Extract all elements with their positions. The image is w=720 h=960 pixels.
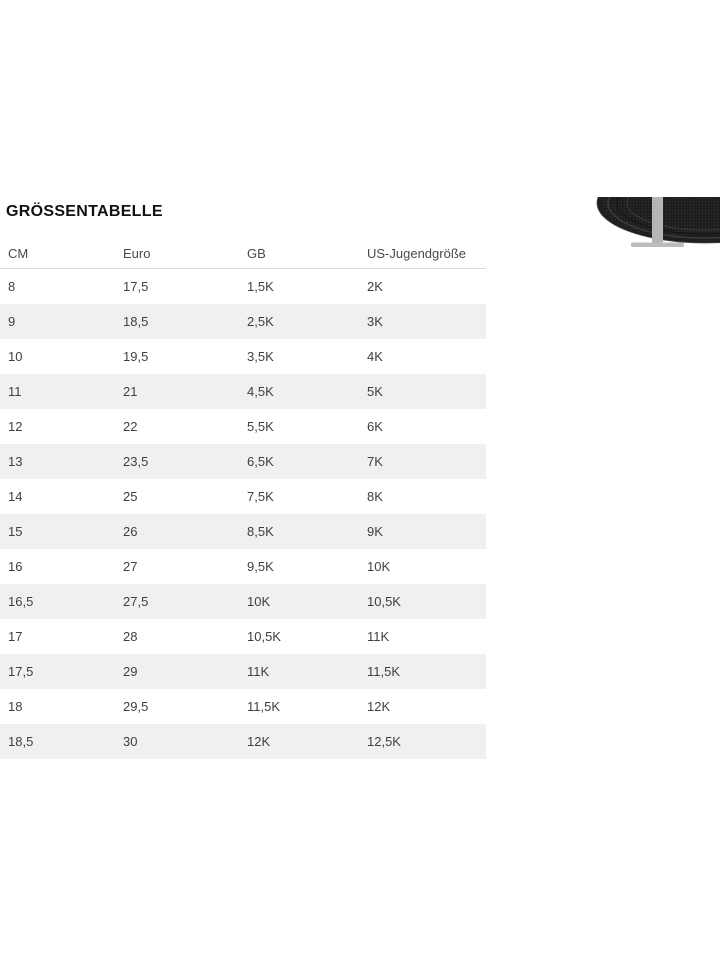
table-cell: 28: [123, 629, 138, 644]
table-cell: 26: [123, 524, 138, 539]
table-cell: 12K: [367, 699, 391, 714]
table-cell: 10,5K: [367, 594, 401, 609]
table-cell: 9K: [367, 524, 383, 539]
table-cell: 16: [8, 559, 23, 574]
table-cell: 11K: [367, 629, 390, 644]
page-title: GRÖSSENTABELLE: [6, 203, 163, 220]
table-cell: 27,5: [123, 594, 149, 609]
table-cell: 23,5: [123, 454, 149, 469]
table-cell: 8K: [367, 489, 383, 504]
table-row: [0, 339, 486, 374]
column-header: GB: [239, 238, 359, 269]
table-cell: 2K: [367, 279, 383, 294]
table-cell: 22: [123, 419, 138, 434]
table-cell: 8: [8, 279, 16, 294]
table-cell: 17,5: [8, 664, 34, 679]
table-cell: 11K: [247, 664, 270, 679]
table-cell: 19,5: [123, 349, 149, 364]
table-cell: 9: [8, 314, 16, 329]
table-row: [0, 514, 486, 549]
table-cell: 13: [8, 454, 23, 469]
table-cell: 1,5K: [247, 279, 274, 294]
table-row: [0, 479, 486, 514]
table-cell: 9,5K: [247, 559, 274, 574]
stand-pole: [652, 197, 663, 247]
table-cell: 18,5: [123, 314, 149, 329]
table-cell: 25: [123, 489, 138, 504]
table-row: [0, 619, 486, 654]
table-row: [0, 549, 486, 584]
table-cell: 12: [8, 419, 23, 434]
table-row: [0, 374, 486, 409]
table-row: [0, 724, 486, 759]
table-cell: 15: [8, 524, 23, 539]
table-cell: 11,5K: [367, 664, 401, 679]
table-row: [0, 269, 486, 305]
column-header: Euro: [115, 238, 239, 269]
table-cell: 18,5: [8, 734, 34, 749]
table-cell: 7,5K: [247, 489, 274, 504]
table-cell: 16,5: [8, 594, 34, 609]
table-cell: 11: [8, 384, 22, 399]
table-row: [0, 444, 486, 479]
column-header: CM: [0, 238, 115, 269]
table-cell: 27: [123, 559, 138, 574]
size-table-body: [0, 269, 486, 760]
product-photo-fragment[interactable]: [593, 197, 720, 248]
table-cell: 3,5K: [247, 349, 274, 364]
table-cell: 18: [8, 699, 23, 714]
table-cell: 5K: [367, 384, 383, 399]
table-cell: 10: [8, 349, 23, 364]
table-cell: 12K: [247, 734, 271, 749]
table-cell: 4K: [367, 349, 383, 364]
table-cell: 21: [123, 384, 138, 399]
table-row: [0, 409, 486, 444]
table-cell: 2,5K: [247, 314, 274, 329]
table-cell: 8,5K: [247, 524, 274, 539]
table-cell: 6,5K: [247, 454, 274, 469]
shoe-sole-image: [593, 197, 720, 248]
table-cell: 6K: [367, 419, 383, 434]
table-cell: 12,5K: [367, 734, 401, 749]
table-cell: 30: [123, 734, 138, 749]
table-cell: 4,5K: [247, 384, 274, 399]
table-cell: 17,5: [123, 279, 149, 294]
table-row: [0, 304, 486, 339]
table-cell: 11,5K: [247, 699, 281, 714]
table-cell: 29,5: [123, 699, 149, 714]
table-cell: 5,5K: [247, 419, 274, 434]
column-header: US-Jugendgröße: [359, 238, 486, 269]
table-cell: 3K: [367, 314, 383, 329]
header-row: [0, 238, 486, 269]
table-cell: 10,5K: [247, 629, 281, 644]
table-cell: 10K: [247, 594, 271, 609]
table-cell: 14: [8, 489, 23, 504]
stand-base: [631, 243, 684, 248]
table-cell: 10K: [367, 559, 391, 574]
table-row: [0, 654, 486, 689]
table-row: [0, 689, 486, 724]
table-cell: 29: [123, 664, 138, 679]
table-row: [0, 584, 486, 619]
table-cell: 17: [8, 629, 23, 644]
table-cell: 7K: [367, 454, 383, 469]
size-table: [0, 238, 486, 759]
